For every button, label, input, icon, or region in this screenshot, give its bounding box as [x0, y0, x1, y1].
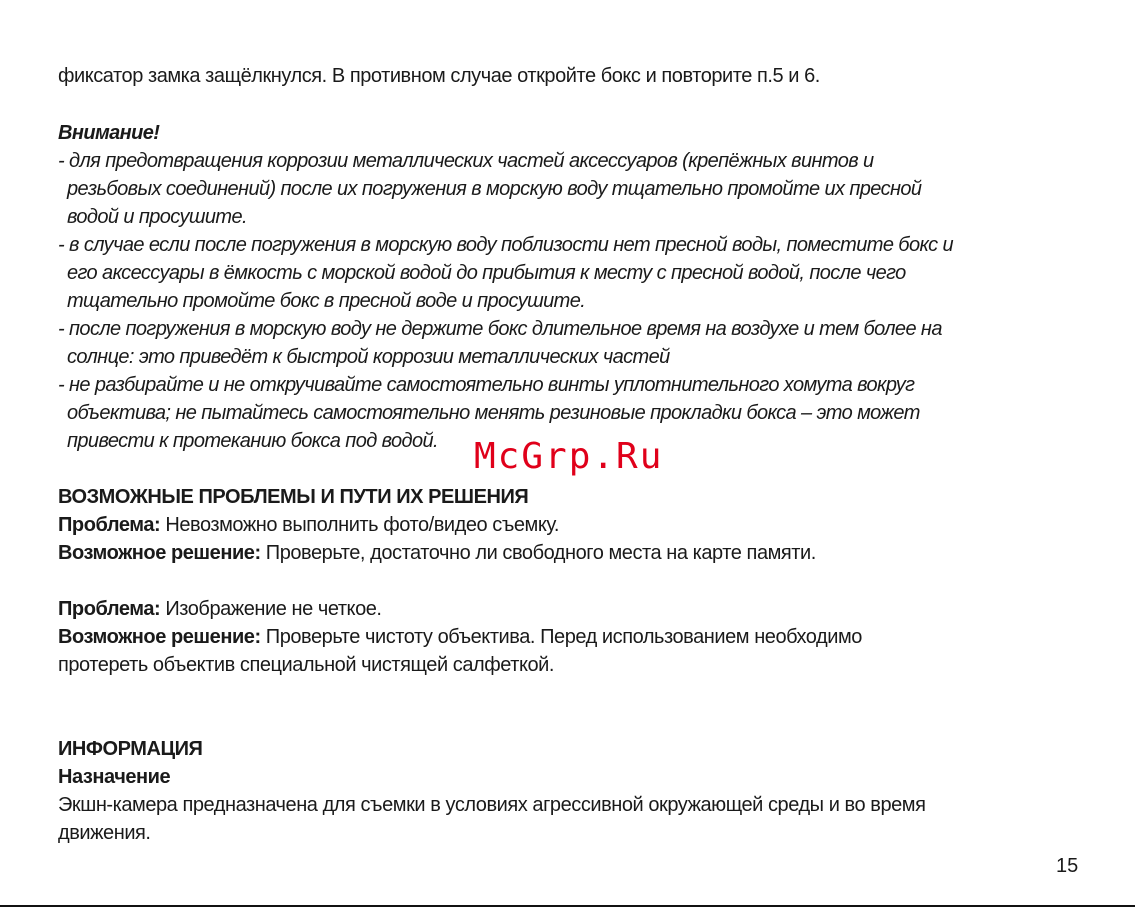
page-number: 15	[1056, 855, 1079, 877]
solution-row	[58, 539, 816, 567]
problem-label: Проблема:	[58, 514, 161, 536]
intro-text: фиксатор замка защёлкнулся. В противном случае откройте бокс и повторите п.5 и 6.	[58, 65, 820, 87]
warning-line: - не разбирайте и не откручивайте самостоятельно винты уплотнительного хомута вокруг	[58, 374, 915, 396]
warning-line: тщательно промойте бокс в пресной воде и просушите.	[67, 290, 586, 312]
problem-text: Невозможно выполнить фото/видео съемку.	[160, 514, 560, 536]
solution-text: Проверьте, достаточно ли свободного места на карте памяти.	[260, 542, 816, 564]
solution-label: Возможное решение:	[58, 626, 261, 648]
warning-line: - в случае если после погружения в морскую воду поблизости нет пресной воды, поместите бокс и	[58, 234, 953, 256]
warning-line: объектива; не пытайтесь самостоятельно менять резиновые прокладки бокса – это может	[67, 402, 920, 424]
bottom-divider	[0, 905, 1135, 907]
warning-line: его аксессуары в ёмкость с морской водой до прибытия к месту с пресной водой, после чего	[67, 262, 906, 284]
info-text: Экшн-камера предназначена для съемки в условиях агрессивной окружающей среды и во время	[58, 794, 926, 816]
warning-line: водой и просушите.	[67, 206, 247, 228]
solution-text: Проверьте чистоту объектива. Перед использованием необходимо	[260, 626, 862, 648]
solution-row	[58, 623, 862, 651]
info-text: движения.	[58, 822, 151, 844]
problem-label: Проблема:	[58, 598, 161, 620]
warning-line: резьбовых соединений) после их погружения в морскую воду тщательно промойте их пресной	[67, 178, 922, 200]
troubleshooting-heading: ВОЗМОЖНЫЕ ПРОБЛЕМЫ И ПУТИ ИХ РЕШЕНИЯ	[58, 486, 529, 508]
warning-line: - для предотвращения коррозии металлических частей аксессуаров (крепёжных винтов и	[58, 150, 874, 172]
info-heading: ИНФОРМАЦИЯ	[58, 738, 203, 760]
warning-line: привести к протеканию бокса под водой.	[67, 430, 439, 452]
problem-text: Изображение не четкое.	[160, 598, 382, 620]
problem-row	[58, 595, 382, 623]
warning-line: солнце: это приведёт к быстрой коррозии металлических частей	[67, 346, 670, 368]
solution-label: Возможное решение:	[58, 542, 261, 564]
warning-heading: Внимание!	[58, 122, 160, 144]
problem-row	[58, 511, 559, 539]
warning-line: - после погружения в морскую воду не держите бокс длительное время на воздухе и тем более на	[58, 318, 942, 340]
info-subheading: Назначение	[58, 766, 171, 788]
watermark-link[interactable]: McGrp.Ru	[474, 436, 664, 477]
solution-text-continued: протереть объектив специальной чистящей салфеткой.	[58, 654, 554, 676]
